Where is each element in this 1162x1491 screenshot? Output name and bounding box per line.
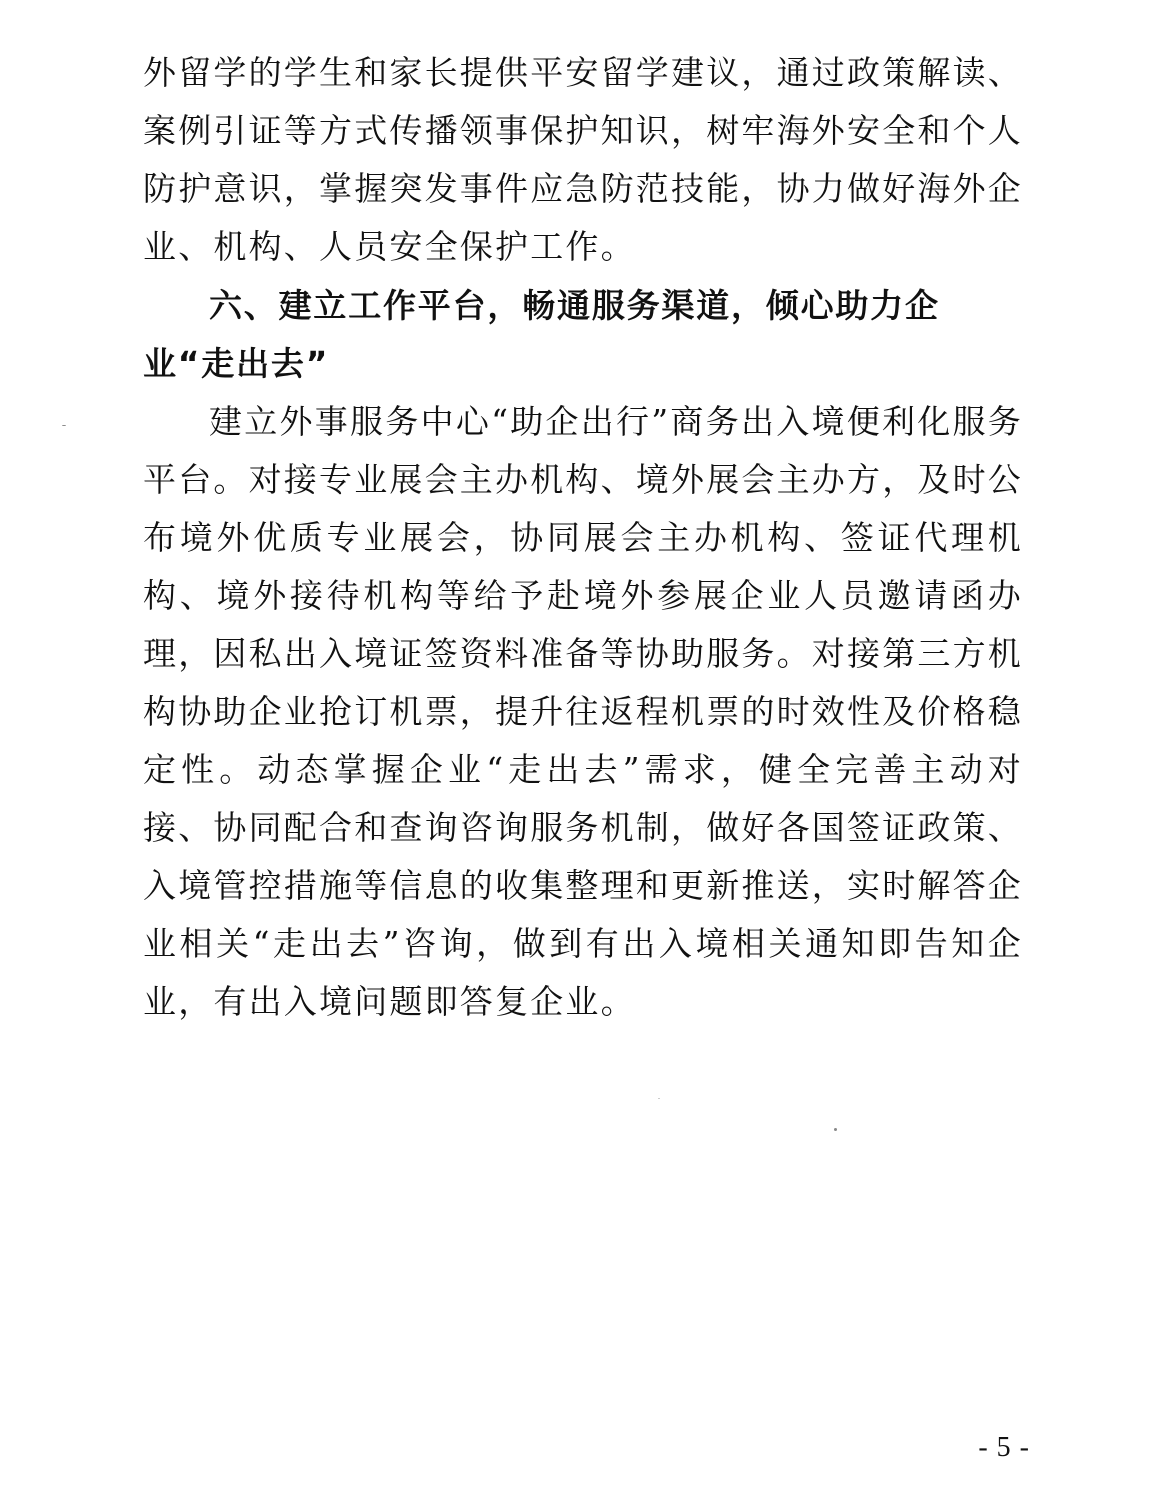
scan-speck <box>834 1128 837 1131</box>
page-number: - 5 - <box>978 1432 1030 1463</box>
paragraph-continued: 外留学的学生和家长提供平安留学建议，通过政策解读、案例引证等方式传播领事保护知识，树牢海外安全和个人防护意识，掌握突发事件应急防范技能，协力做好海外企业、机构、人员安全保护工作。 <box>143 53 1023 266</box>
scan-speck <box>658 1098 660 1099</box>
section-heading: 六、建立工作平台，畅通服务渠道，倾心助力企业“走出去” <box>143 286 940 383</box>
scan-speck <box>62 425 66 426</box>
paragraph-body: 建立外事服务中心“助企出行”商务出入境便利化服务平台。对接专业展会主办机构、境外展会主办方，及时公布境外优质专业展会，协同展会主办机构、签证代理机构、境外接待机构等给予赴境外参展企业人员邀请函办理，因私出入境证签资料准备等协助服务。对接第三方机构协助企业抢订机票，提升往返程机票的时效性及价格稳定性。动态掌握企业“走出去”需求，健全完善主动对接、协同配合和查询咨询服务机制，做好各国签证政策、入境管控措施等信息的收集整理和更新推送，实时解答企业相关“走出去”咨询，做到有出入境相关通知即告知企业，有出入境问题即答复企业。 <box>143 402 1023 1021</box>
